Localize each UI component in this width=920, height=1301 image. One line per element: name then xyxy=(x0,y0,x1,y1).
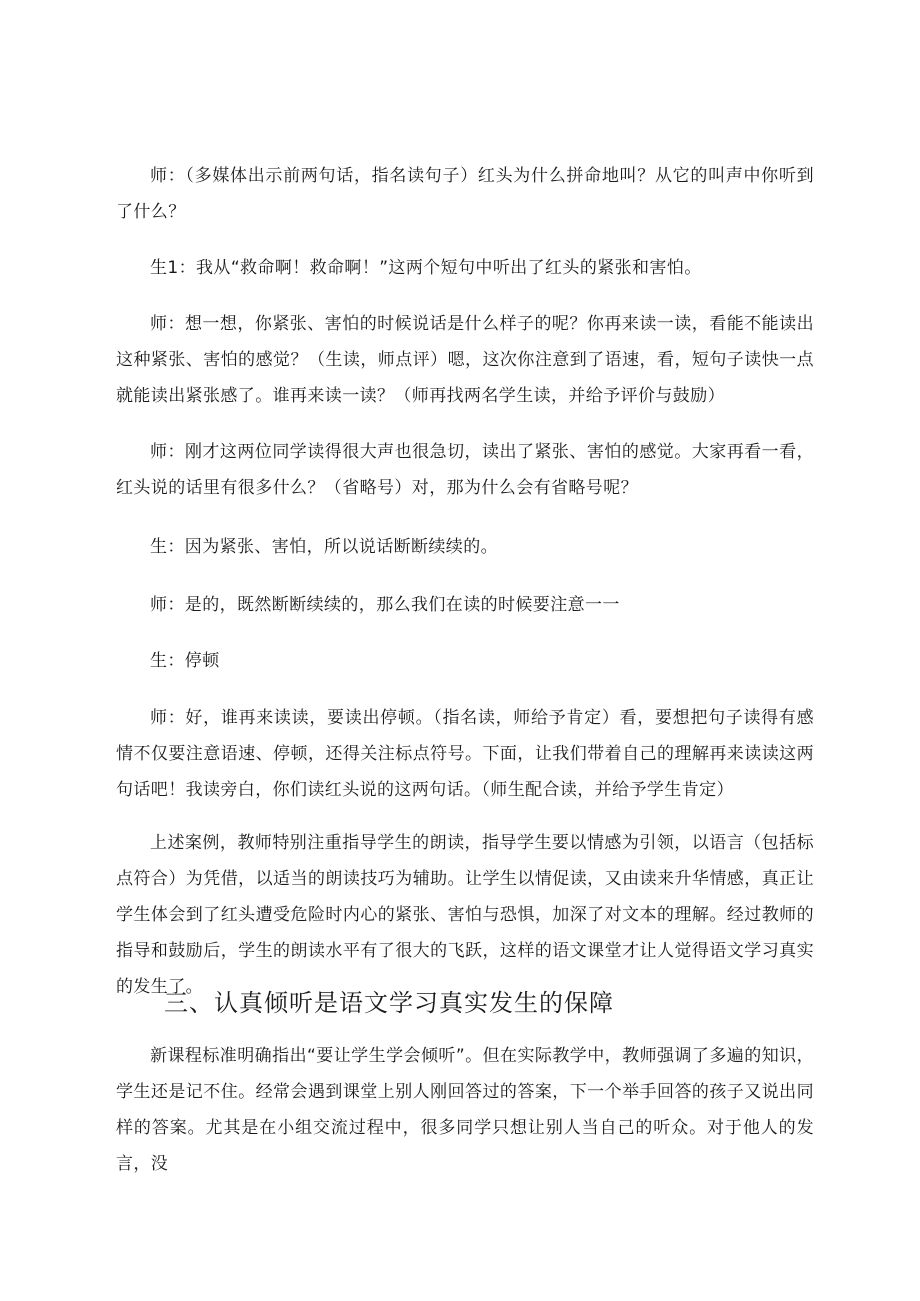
paragraph-teacher-ellipsis: 师：刚才这两位同学读得很大声也很急切，读出了紧张、害怕的感觉。大家再看一看，红头说的话里有很多什么？（省略号）对，那为什么会有省略号呢？ xyxy=(116,442,814,498)
section-heading: 三、认真倾听是语文学习真实发生的保障 xyxy=(164,989,614,1017)
paragraph-teacher-read-again: 师：好，谁再来读读，要读出停顿。（指名读，师给予肯定）看，要想把句子读得有感情不仅要注意语速、停顿，还得关注标点符号。下面，让我们带着自己的理解再来读读这两句话吧！我读旁白，你们读红头说的这两句话。（师生配合读，并给予学生肯定） xyxy=(116,708,814,800)
paragraph-teacher-pause: 师：是的，既然断断续续的，那么我们在读的时候要注意一一 xyxy=(150,595,620,615)
paragraph-teacher-question: 师：（多媒体出示前两句话，指名读句子）红头为什么拼命地叫？从它的叫声中你听到了什么？ xyxy=(116,166,814,222)
paragraph-listening: 新课程标准明确指出“要让学生学会倾听”。但在实际教学中，教师强调了多遍的知识，学生还是记不住。经常会遇到课堂上别人刚回答过的答案，下一个举手回答的孩子又说出同样的答案。尤其是在小组交流过程中，很多同学只想让别人当自己的听众。对于他人的发言，没 xyxy=(116,1046,814,1174)
paragraph-teacher-think: 师：想一想，你紧张、害怕的时候说话是什么样子的呢？你再来读一读，看能不能读出这种紧张、害怕的感觉？（生读，师点评）嗯，这次你注意到了语速，看，短句子读快一点就能读出紧张感了。谁再来读一读？（师再找两名学生读，并给予评价与鼓励） xyxy=(116,314,814,406)
paragraph-case-summary: 上述案例，教师特别注重指导学生的朗读，指导学生要以情感为引领，以语言（包括标点符合）为凭借，以适当的朗读技巧为辅助。让学生以情促读，又由读来升华情感，真正让学生体会到了红头遭受危险时内心的紧张、害怕与恐惧，加深了对文本的理解。经过教师的指导和鼓励后，学生的朗读水平有了很大的飞跃，这样的语文课堂才让人觉得语文学习真实的发生了。 xyxy=(116,833,814,997)
paragraph-student-answer-2: 生：因为紧张、害怕，所以说话断断续续的。 xyxy=(150,537,498,557)
paragraph-student-answer-1: 生1：我从“救命啊！救命啊！”这两个短句中听出了红头的紧张和害怕。 xyxy=(150,258,702,278)
paragraph-student-pause: 生：停顿 xyxy=(150,651,220,671)
